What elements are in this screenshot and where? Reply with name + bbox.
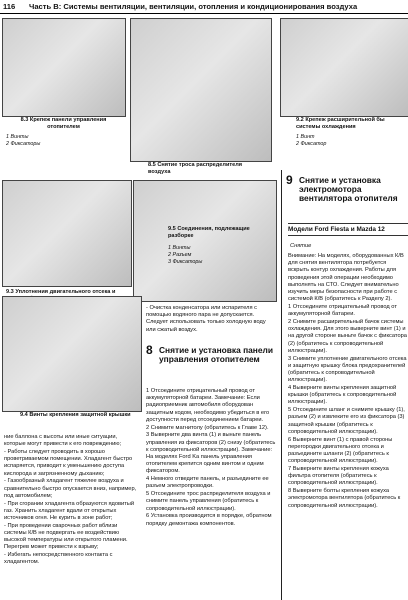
figure-9-2-photo	[280, 18, 408, 117]
middle-column-intro: - Очистка конденсатора или испарителя с помощью водяного пара не допускается. Следует использовать только холодную воду или сжатый воздух.	[146, 305, 266, 333]
figure-8-5-photo	[130, 18, 272, 162]
section-number: 9	[286, 173, 293, 187]
paragraph: 6 Выверните винт (1) с правой стороны перегородки двигательного отсека и разъедините шланги (2) (обратитесь к сопроводительной иллюстрации).	[288, 436, 393, 465]
figure-9-3-photo	[2, 180, 132, 287]
removal-label: Снятие	[290, 243, 312, 249]
figure-9-4-caption: 9.4 Винты крепления защитной крышки	[20, 412, 131, 418]
figure-9-5-legend	[168, 245, 202, 266]
paragraph: 5 Отсоедините трос распределителя воздуха и снимите панель управления (обратитесь к сопроводительной иллюстрации).	[146, 491, 271, 512]
model-subheading: Модели Ford Fiesta и Mazda 12	[288, 223, 408, 236]
figure-9-2-legend	[296, 134, 326, 148]
paragraph: 3 Выверните два винта (1) и выньте панель управления из фиксаторов (2) снизу (обратитесь к сопроводительной иллюстрации). Замечание: На моделях Ford Ka панель управления отопителем крепится одним винтом и одним фиксатором.	[146, 432, 276, 475]
paragraph: 1 Отсоедините отрицательный провод от аккумуляторной батареи. Замечание: Если радиоприемник автомобиля оборудован защитным кодом, необходимо убедиться в его доступности перед отсоединением батареи.	[146, 388, 270, 423]
paragraph: - При сгорании хладагента образуются ядовитый газ. Хранить хладагент вдали от открытых источников огня. Не курить в зоне работ;	[4, 500, 135, 522]
page-number: 116	[3, 2, 16, 11]
paragraph: - Газообразный хладагент тяжелее воздуха и сравнительно быстро опускается вниз, например, под автомобилем;	[4, 478, 137, 499]
paragraph: 5 Отсоедините шланг и снимите крышку (1), разъем (2) и извлеките его из фиксатора (3) защитной крышки (обратитесь к сопроводительной иллюстрации).	[288, 407, 405, 435]
figure-9-2-caption: 9.2 Крепеж расширительной бы системы охлаждения	[296, 117, 385, 130]
figure-9-5-caption: 9.5 Соединения, подлежащие разборке	[168, 226, 250, 239]
paragraph: 8 Выверните болты крепления кожуха электромотора вентилятора (обратитесь к сопроводительной иллюстрации).	[288, 488, 401, 509]
running-title: Часть B: Системы вентиляции, вентиляции, отопления и кондиционирования воздуха	[29, 2, 358, 11]
figure-8-3-legend	[6, 134, 40, 148]
figure-8-5-caption: 8.5 Снятие троса распределителя воздуха	[148, 162, 243, 175]
section-title: Снятие и установка электромотора вентилятора отопителя	[299, 175, 398, 203]
paragraph: 6 Установка производится в порядке, обратном порядку демонтажа компонентов.	[146, 513, 272, 527]
paragraph: 2 Снимите магнитолу (обратитесь к Главе 12).	[146, 424, 269, 431]
page-header	[0, 0, 408, 14]
section-title: Снятие и установка панели управления отопителем	[159, 345, 273, 364]
column-divider	[281, 170, 282, 600]
figure-9-4-photo	[2, 296, 142, 412]
legend-item: 2 Фиксаторы	[6, 141, 41, 147]
legend-item: 1 Винты	[168, 245, 191, 251]
figure-9-3-caption: 9.3 Уплотнения двигательного отсека и	[6, 289, 116, 295]
paragraph: 7 Выверните винты крепления кожуха фильтра отопителя (обратитесь к сопроводительной иллюстрации).	[288, 466, 389, 487]
paragraph: 4 Немного отведите панель, и разъедините ее разъем электропроводки.	[146, 476, 269, 490]
legend-item: 1 Винт	[296, 134, 315, 140]
section-9-body	[288, 253, 408, 600]
figure-8-3-caption: 8.3 Крепеж панели управления отопителем	[20, 117, 107, 130]
section-number: 8	[146, 343, 153, 357]
section-8-heading	[146, 343, 276, 386]
figure-8-3-photo	[2, 18, 126, 117]
figure-9-5-photo	[133, 180, 277, 302]
paragraph: 4 Выверните винты крепления защитной крышки (обратитесь к сопроводительной иллюстрации).	[288, 385, 397, 406]
legend-item: 3 Фиксаторы	[168, 259, 203, 265]
paragraph: - При проведении сварочных работ вблизи системы К/В не подвергать ее воздействию высокой температуры или открытого пламени. Перегрев может привести к взрыву;	[4, 522, 128, 551]
legend-item: 1 Винты	[6, 134, 29, 140]
paragraph: 3 Снимите уплотнение двигательного отсека и защитную крышку блока предохранителей (обратитесь к сопроводительной иллюстрации).	[288, 355, 407, 384]
legend-item: 2 Разъем	[168, 252, 192, 258]
paragraph: 1 Отсоедините отрицательный провод от аккумуляторной батареи.	[288, 304, 397, 318]
legend-item: 2 Фиксатор	[296, 141, 327, 147]
paragraph: Внимание: На моделях, оборудованных К/В для снятия вентилятора потребуется вскрыть контур охлаждения. Работы для проведения этой операции необходимо выполнять на СТО. Следует внимательно изучить меры безопасности при работе с системой К/В (обратитесь к Разделу 2).	[288, 253, 404, 303]
paragraph: ние баллона с высоты или иные ситуации, которые могут привести к его повреждению;	[4, 434, 122, 448]
left-column-text	[4, 434, 138, 567]
paragraph: - Работы следует проводить в хорошо проветриваемом помещении. Хладагент быстро испаряется, приводит к уменьшению доступа кислорода и загрязненному дыханию;	[4, 449, 133, 477]
section-8-body	[146, 388, 276, 528]
section-9-heading	[286, 173, 408, 220]
paragraph: - Избегать непосредственного контакта с хладагентом.	[4, 552, 113, 566]
paragraph: 2 Снимите расширительный бачок системы охлаждения. Для этого выверните винт (1) и на другой стороне выньте бачок с фиксатора (2) (обратитесь к сопроводительной иллюстрации).	[288, 319, 407, 354]
